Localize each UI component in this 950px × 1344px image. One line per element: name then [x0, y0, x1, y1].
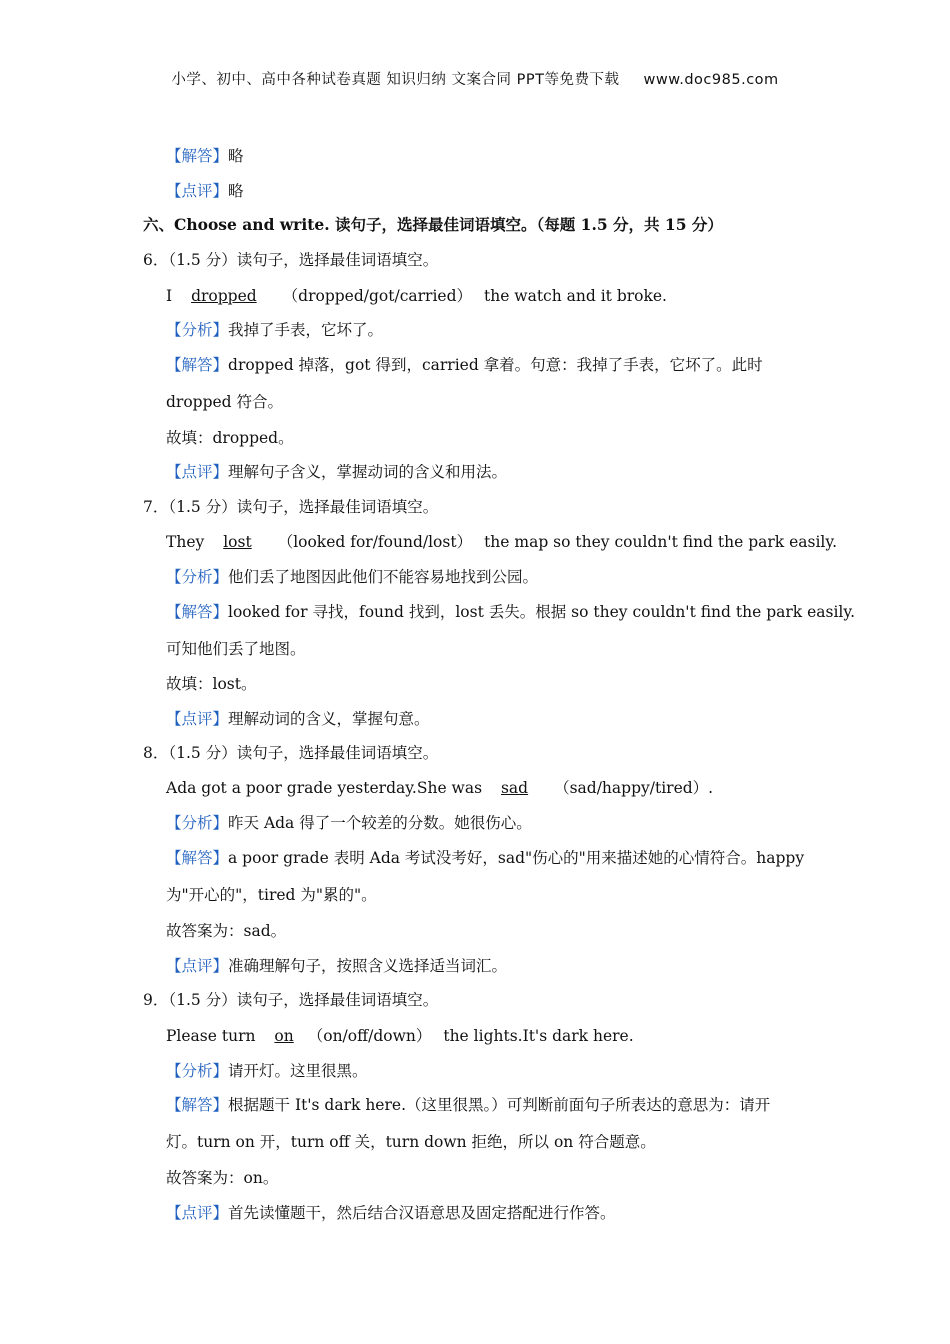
- question-6-sentence: [166, 286, 667, 306]
- question-7-answer-cont: 可知他们丢了地图。: [166, 640, 306, 658]
- options: （looked for/found/lost）: [277, 533, 473, 551]
- options: （dropped/got/carried）: [282, 287, 472, 305]
- header-url[interactable]: www.doc985.com: [643, 72, 779, 88]
- question-8-answer: [166, 848, 804, 868]
- question-7-answer: [166, 602, 855, 622]
- answer-text: 略: [228, 147, 244, 165]
- answer-blank: dropped: [191, 287, 257, 305]
- analysis-tag: 【分析】: [166, 321, 229, 339]
- comment-text: 理解动词的含义，掌握句意。: [228, 710, 430, 728]
- sentence-post: the watch and it broke.: [484, 287, 667, 305]
- question-7-fill: 故填：lost。: [166, 675, 257, 693]
- answer-text: 根据题干 It's dark here.（这里很黑。）可判断前面句子所表达的意思为：请开: [228, 1096, 771, 1114]
- analysis-tag: 【分析】: [166, 568, 229, 586]
- comment-tag: 【点评】: [166, 1204, 229, 1222]
- comment-tag: 【点评】: [166, 957, 229, 975]
- options: （on/off/down）: [307, 1027, 432, 1045]
- question-7-comment: [166, 709, 430, 729]
- comment-text: 首先读懂题干，然后结合汉语意思及固定搭配进行作答。: [228, 1204, 616, 1222]
- answer-blank: on: [274, 1027, 294, 1045]
- comment-tag: 【点评】: [166, 182, 229, 200]
- question-6-comment: [166, 462, 507, 482]
- analysis-text: 他们丢了地图因此他们不能容易地找到公园。: [228, 568, 539, 586]
- answer-tag: 【解答】: [166, 603, 229, 621]
- answer-blank: sad: [500, 779, 529, 797]
- answer-tag: 【解答】: [166, 1096, 229, 1114]
- analysis-tag: 【分析】: [166, 814, 229, 832]
- section-title: 六、Choose and write. 读句子，选择最佳词语填空。（每题 1.5 分，共 15 分）: [143, 215, 723, 234]
- analysis-text: 我掉了手表，它坏了。: [228, 321, 384, 339]
- answer-text: looked for 寻找，found 找到，lost 丢失。根据 so they couldn't find the park easily.: [228, 603, 856, 621]
- analysis-tag: 【分析】: [166, 1062, 229, 1080]
- question-9-answer-cont: 灯。turn on 开，turn off 关，turn down 拒绝，所以 on 符合题意。: [166, 1133, 656, 1151]
- sentence-pre: They: [166, 533, 205, 551]
- prev-answer: [166, 146, 244, 166]
- sentence-post: the map so they couldn't find the park easily.: [484, 533, 838, 551]
- question-6-analysis: [166, 320, 383, 340]
- question-8-title: 8．（1.5 分）读句子，选择最佳词语填空。: [143, 744, 439, 762]
- question-8-comment: [166, 956, 507, 976]
- comment-text: 略: [228, 182, 244, 200]
- question-9-sentence: [166, 1026, 634, 1046]
- page-header: [0, 68, 950, 89]
- question-9-comment: [166, 1203, 616, 1223]
- sentence-pre: Please turn: [166, 1027, 256, 1045]
- answer-text: a poor grade 表明 Ada 考试没考好，sad"伤心的"用来描述她的心情符合。happy: [228, 849, 805, 867]
- prev-comment: [166, 181, 244, 201]
- answer-tag: 【解答】: [166, 147, 229, 165]
- analysis-text: 昨天 Ada 得了一个较差的分数。她很伤心。: [228, 814, 532, 832]
- question-8-answer-cont: 为"开心的"，tired 为"累的"。: [166, 886, 377, 904]
- question-9-title: 9．（1.5 分）读句子，选择最佳词语填空。: [143, 991, 439, 1009]
- question-7-sentence: [166, 532, 837, 552]
- question-7-analysis: [166, 567, 538, 587]
- question-8-analysis: [166, 813, 532, 833]
- sentence-post: the lights.It's dark here.: [443, 1027, 634, 1045]
- comment-text: 理解句子含义，掌握动词的含义和用法。: [228, 463, 508, 481]
- answer-blank: lost: [223, 533, 252, 551]
- comment-tag: 【点评】: [166, 710, 229, 728]
- comment-text: 准确理解句子，按照含义选择适当词汇。: [228, 957, 508, 975]
- answer-tag: 【解答】: [166, 849, 229, 867]
- answer-text: dropped 掉落，got 得到，carried 拿着。句意：我掉了手表，它坏了。此时: [228, 356, 763, 374]
- question-6-answer-cont: dropped 符合。: [166, 393, 284, 411]
- question-7-title: 7．（1.5 分）读句子，选择最佳词语填空。: [143, 498, 439, 516]
- question-9-fill: 故答案为：on。: [166, 1169, 279, 1187]
- question-9-analysis: [166, 1061, 368, 1081]
- question-6-title: 6．（1.5 分）读句子，选择最佳词语填空。: [143, 251, 439, 269]
- question-6-answer: [166, 355, 763, 375]
- sentence-pre: Ada got a poor grade yesterday.She was: [166, 779, 483, 797]
- question-9-answer: [166, 1095, 770, 1115]
- sentence-pre: I: [166, 287, 173, 305]
- comment-tag: 【点评】: [166, 463, 229, 481]
- question-6-fill: 故填：dropped。: [166, 429, 294, 447]
- question-8-fill: 故答案为：sad。: [166, 922, 287, 940]
- question-8-sentence: [166, 778, 713, 798]
- header-text: 小学、初中、高中各种试卷真题 知识归纳 文案合同 PPT等免费下载: [171, 72, 620, 88]
- analysis-text: 请开灯。这里很黑。: [228, 1062, 368, 1080]
- answer-tag: 【解答】: [166, 356, 229, 374]
- options: （sad/happy/tired）.: [554, 779, 714, 797]
